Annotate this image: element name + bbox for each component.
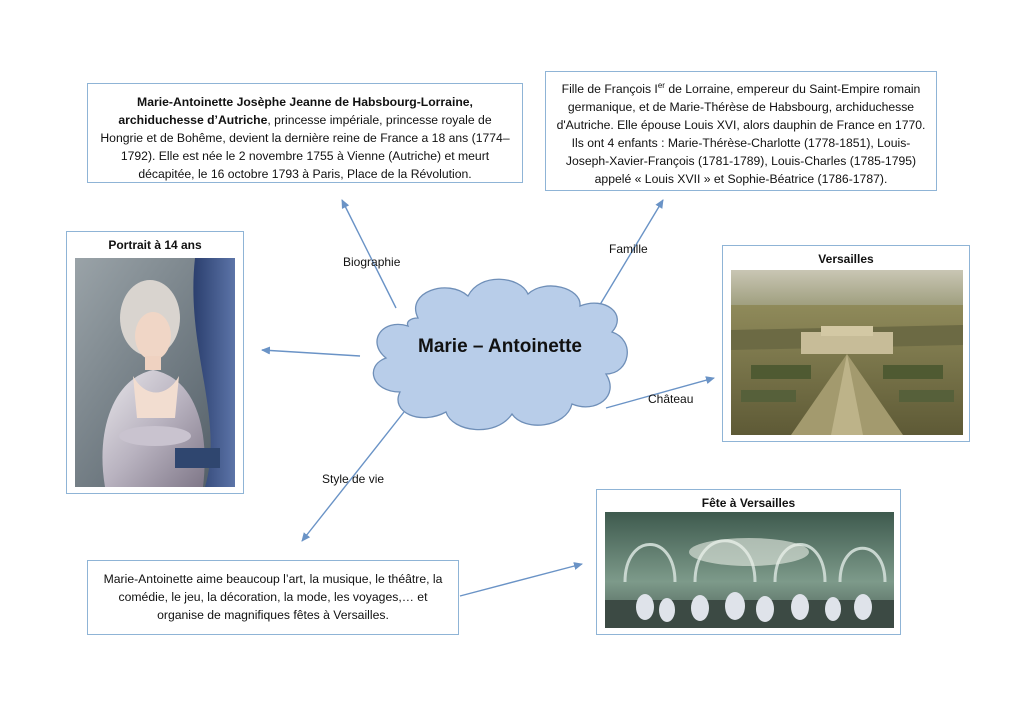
family-text-part1: Fille de François I bbox=[561, 82, 658, 97]
biography-box bbox=[87, 83, 523, 183]
biography-name: Marie-Antoinette Josèphe Jeanne de Habsbourg-Lorraine, archiduchesse d’Autriche bbox=[118, 95, 473, 127]
lifestyle-text: Marie-Antoinette aime beaucoup l’art, la musique, le théâtre, la comédie, le jeu, la décoration, la mode, les voyages,… et organise de magnifiques fêtes à Versailles. bbox=[103, 572, 443, 622]
portrait-box bbox=[66, 231, 244, 494]
family-box bbox=[545, 71, 937, 191]
arrow-to-biography bbox=[342, 200, 396, 308]
fete-box bbox=[596, 489, 901, 635]
central-topic-title: Marie – Antoinette bbox=[418, 336, 582, 357]
arrow-to-portrait bbox=[262, 350, 360, 356]
versailles-image bbox=[731, 270, 963, 435]
portrait-image bbox=[75, 258, 235, 487]
branch-label-famille: Famille bbox=[609, 242, 648, 256]
branch-label-chateau: Château bbox=[648, 392, 694, 406]
lifestyle-box bbox=[87, 560, 459, 635]
fete-title: Fête à Versailles bbox=[701, 496, 796, 510]
branch-label-biographie: Biographie bbox=[343, 255, 401, 269]
biography-text: , princesse impériale, princesse royale de Hongrie et de Bohême, devient la dernière reine de France a 18 ans (1774–1792). Elle est née le 2 novembre 1755 à Vienne (Autriche) et meurt décapitée, le 16 octobre 1793 à Paris, Place de la Révolution. bbox=[100, 113, 510, 181]
portrait-title: Portrait à 14 ans bbox=[108, 238, 202, 252]
family-text-part2: de Lorraine, empereur du Saint-Empire romain germanique, et de Marie-Thérèse de Habsbourg, archiduchesse d'Autriche. Elle épouse Louis XVI, alors dauphin de France en 1770. Ils ont 4 enfants : Marie-Thérèse-Charlotte (1778-1851), Louis-Joseph-Xavier-François (1781-1789), Louis-Charles (1785-1795) appelé « Louis XVII » et Sophie-Béatrice (1786-1787). bbox=[556, 82, 926, 187]
fete-image bbox=[605, 512, 894, 628]
branch-label-style-de-vie: Style de vie bbox=[322, 472, 385, 486]
family-superscript: er bbox=[657, 81, 665, 90]
versailles-title: Versailles bbox=[818, 252, 874, 266]
versailles-box bbox=[722, 245, 970, 442]
arrow-to-fete bbox=[460, 564, 582, 596]
